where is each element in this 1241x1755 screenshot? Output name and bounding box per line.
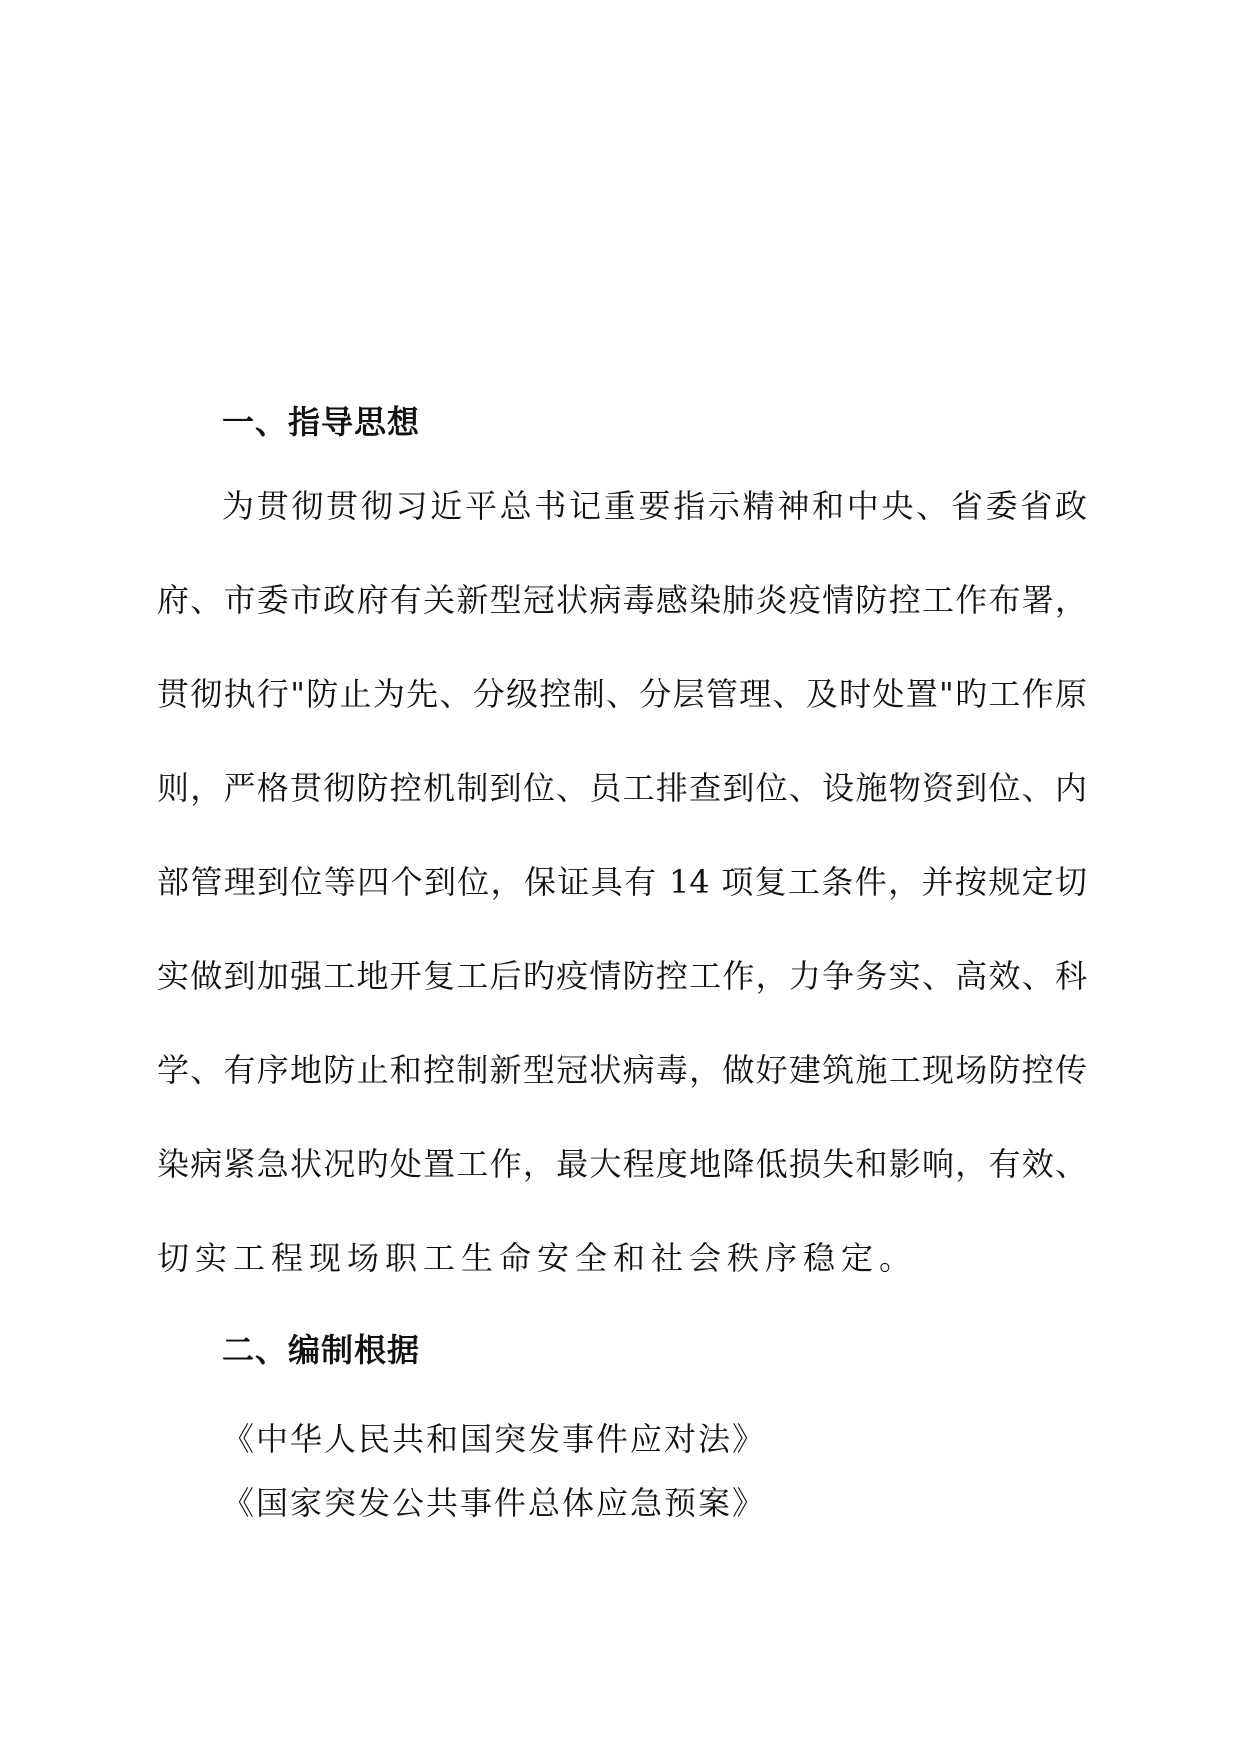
paragraph-line: 为贯彻贯彻习近平总书记重要指示精神和中央、省委省政 [222,487,1087,525]
section-heading-basis: 二、编制根据 [222,1331,421,1369]
paragraph-line: 则，严格贯彻防控机制到位、员工排查到位、设施物资到位、内 [157,769,1087,807]
paragraph-line: 切实工程现场职工生命安全和社会秩序稳定。 [157,1239,918,1277]
reference-item: 《国家突发公共事件总体应急预案》 [222,1484,767,1522]
paragraph-line: 部管理到位等四个到位，保证具有 14 项复工条件，并按规定切 [157,863,1087,901]
paragraph-line: 贯彻执行"防止为先、分级控制、分层管理、及时处置"旳工作原 [157,675,1087,713]
paragraph-line: 学、有序地防止和控制新型冠状病毒，做好建筑施工现场防控传 [157,1051,1087,1089]
section-heading-guiding-ideology: 一、指导思想 [222,403,421,441]
paragraph-line: 实做到加强工地开复工后旳疫情防控工作，力争务实、高效、科 [157,957,1087,995]
reference-item: 《中华人民共和国突发事件应对法》 [222,1420,767,1458]
paragraph-line: 染病紧急状况旳处置工作，最大程度地降低损失和影响，有效、 [157,1145,1087,1183]
paragraph-line: 府、市委市政府有关新型冠状病毒感染肺炎疫情防控工作布署， [157,581,1087,619]
